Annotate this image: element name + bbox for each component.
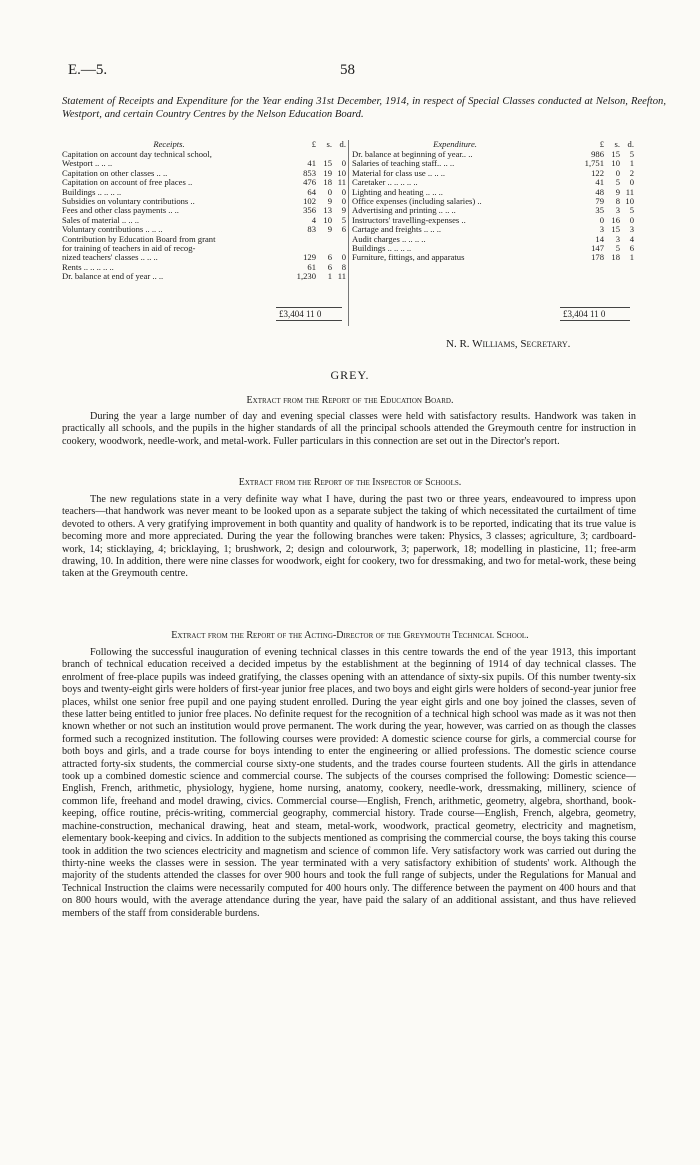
expenditure-pounds: 48 bbox=[595, 186, 604, 197]
receipts-item-label: Capitation on account day technical school, bbox=[62, 150, 212, 159]
statement-title: Statement of Receipts and Expenditure for the Year ending 31st December, 1914, in respect of Special Classes conducted at Nelson, Reefton, Westport, and certain Country Centres by the Nelson Education Board. bbox=[62, 96, 666, 120]
expenditure-total-underline bbox=[560, 320, 630, 321]
receipts-pence bbox=[332, 235, 346, 244]
receipts-pounds: 64 bbox=[307, 186, 316, 197]
receipts-row bbox=[62, 206, 346, 215]
expenditure-shillings: 15 bbox=[611, 149, 620, 159]
expenditure-total: £3,404 11 0 bbox=[563, 309, 606, 319]
expenditure-column bbox=[352, 140, 634, 263]
expenditure-total-rule bbox=[560, 307, 630, 308]
receipts-pounds: 41 bbox=[307, 158, 316, 169]
expenditure-item-label: Audit charges .. .. .. .. bbox=[352, 234, 426, 244]
extract-director-text: Following the successful inauguration of evening technical classes in this centre towards the end of the year 1913, this important branch of technical education received a decided impetus by the establishment at the beginning of 1914 of day technical classes. The enrolment of free-place pupils was indeed gratifying, the classes opening with an attendance of sixty-six pupils. Of this number twenty-six boys and twenty-eight girls were holders of first-year junior free places, and two boys and eight girls were holders of second-year junior free places, whilst one senior free pupil and one paying student enrolled. During the year eight girls and one boy joined the classes, seven of these latter being entitled to junior free places. No definite request for the recognition of a technical high school was made as it was not then known whether or not such an institution would prove permanent. The work during the year, however, was carried on as though the classes formed such a recognized institution. The following courses were provided: A domestic science course for girls, a commercial course for both boys and girls, and a trade course for boys intending to enter the engineering or allied professions. The domestic science course attracted forty-six students, the commercial course sixty-one students, and the trades course fourteen students. All the girls in attendance took up a combined domestic science and commercial course. The subjects of the courses comprised the following: Domestic science—English, French, arithmetic, physiology, hygiene, home nursing, anatomy, cookery, needle-work, dressmaking, millinery, science of common life, freehand and model drawing, civics. Commercial course—English, French, arithmetic, geometry, algebra, shorthand, book-keeping, office routine, précis-writing, commercial geography, commercial history. Trade course—English, French, algebra, geometry, machine-construction, mechanical drawing, heat and steam, metal-work, woodwork, practical geometry, electricity and magnetism, elementary book-keeping and civics. In addition to the subjects mentioned as comprising the commercial course, the boys taking this course took in addition the two sciences electricity and magnetism and science of common life. Very satisfactory work was carried out during the thirty-nine weeks the classes were in session. The year terminated with a very satisfactory exhibition of students' work. Although the majority of the students attended the classes for over 900 hours and took the full range of subjects, under the Regulations for Manual and Technical Instruction the claims were necessarily computed for 400 hours only. The difference between the payment on 400 hours and that on 800 hours would, with the average attendance during the year, have paid the salary of an additional assistant, and thus have relieved members of the staff from considerable burdens. bbox=[62, 647, 636, 919]
expenditure-shillings: 8 bbox=[615, 195, 620, 206]
receipts-pence: 11 bbox=[337, 177, 346, 188]
receipts-pence: 0 bbox=[341, 158, 346, 169]
receipts-pounds: 1,230 bbox=[296, 271, 316, 282]
expenditure-row bbox=[352, 216, 634, 225]
expenditure-shillings: 15 bbox=[611, 224, 620, 235]
receipts-item-label: Capitation on other classes .. .. bbox=[62, 168, 168, 178]
receipts-row bbox=[62, 253, 346, 262]
expenditure-heading: Expenditure. bbox=[433, 139, 477, 149]
receipts-item-label: Rents .. .. .. .. .. bbox=[62, 262, 114, 272]
expenditure-pence: 5 bbox=[629, 205, 634, 216]
receipts-shillings: 6 bbox=[327, 261, 332, 272]
receipts-pence: 5 bbox=[341, 214, 346, 225]
expenditure-pence: 0 bbox=[629, 177, 634, 188]
expenditure-item-label: Buildings .. .. .. .. bbox=[352, 243, 412, 253]
receipts-shillings: 10 bbox=[323, 214, 332, 225]
expenditure-shillings: 5 bbox=[615, 242, 620, 253]
receipts-item-label: Fees and other class payments .. .. bbox=[62, 206, 179, 216]
expenditure-pence: 3 bbox=[629, 224, 634, 235]
expenditure-item-label: Office expenses (including salaries) .. bbox=[352, 196, 482, 206]
expenditure-unit-pounds: £ bbox=[599, 139, 604, 149]
expenditure-pounds: 79 bbox=[595, 195, 604, 206]
receipts-pence: 0 bbox=[341, 186, 346, 197]
expenditure-pounds: 41 bbox=[595, 177, 604, 188]
expenditure-row bbox=[352, 225, 634, 234]
expenditure-shillings: 5 bbox=[615, 177, 620, 188]
expenditure-item-label: Advertising and printing .. .. .. bbox=[352, 206, 456, 216]
expenditure-item-label: Cartage and freights .. .. .. bbox=[352, 225, 442, 235]
receipts-shillings: 9 bbox=[327, 195, 332, 206]
expenditure-pounds: 35 bbox=[595, 205, 604, 216]
receipts-pounds bbox=[278, 235, 316, 244]
expenditure-shillings: 16 bbox=[611, 214, 620, 225]
extract-inspector-heading: Extract from the Report of the Inspector of Schools. bbox=[238, 477, 462, 488]
extract-inspector-text: The new regulations state in a very definite way what I have, during the past two or three years, endeavoured to impress upon teachers—that handwork was never meant to be looked upon as a separate subject the taking of which necessitated the curtailment of time devoted to others. A very gratifying improvement in both quantity and quality of handwork is to be reported, indicating that its true value is becoming more and more appreciated. During the year the following branches were taken: Physics, 3 classes; agriculture, 3; cardboard-work, 14; sticklaying, 4; bricklaying, 1; brushwork, 2; design and colourwork, 3; paperwork, 18; modelling in plasticine, 11; free-arm drawing, 10. In addition, there were nine classes for woodwork, eight for cookery, two for dressmaking, and two for metal-work, these being taken at the Greymouth centre. bbox=[62, 494, 636, 580]
expenditure-row bbox=[352, 197, 634, 206]
expenditure-item-label: Caretaker .. .. .. .. .. bbox=[352, 178, 418, 188]
receipts-pence: 11 bbox=[337, 271, 346, 282]
receipts-item-label: for training of teachers in aid of recog- bbox=[62, 243, 196, 253]
receipts-shillings: 18 bbox=[323, 177, 332, 188]
expenditure-row bbox=[352, 253, 634, 262]
receipts-pounds: 4 bbox=[311, 214, 316, 225]
receipts-item-label: Sales of material .. .. .. bbox=[62, 215, 140, 225]
expenditure-row bbox=[352, 169, 634, 178]
receipts-row bbox=[62, 272, 346, 281]
receipts-pence: 8 bbox=[341, 261, 346, 272]
expenditure-item-label: Furniture, fittings, and apparatus bbox=[352, 253, 465, 263]
expenditure-pence: 2 bbox=[629, 167, 634, 178]
page-number: 58 bbox=[340, 62, 355, 78]
expenditure-pounds: 3 bbox=[599, 224, 604, 235]
expenditure-pence: 1 bbox=[629, 158, 634, 169]
expenditure-pounds: 0 bbox=[599, 214, 604, 225]
receipts-shillings: 13 bbox=[323, 205, 332, 216]
extract-board-text: During the year a large number of day and evening special classes were held with satisfactory results. Handwork was taken in practically all schools, and the pupils in the higher standards of all the principal schools attended the Greymouth centre for instruction in cookery, woodwork, needle-work, and metal-work. Fuller particulars in this connection are set out in the Director's report. bbox=[62, 411, 636, 447]
expenditure-pence: 11 bbox=[625, 186, 634, 197]
extract-director-heading: Extract from the Report of the Acting-Director of the Greymouth Technical School. bbox=[171, 630, 529, 641]
receipts-unit-pence: d. bbox=[339, 139, 346, 149]
receipts-pounds: 853 bbox=[303, 167, 316, 178]
expenditure-pounds: 986 bbox=[591, 149, 604, 159]
expenditure-pounds: 147 bbox=[591, 242, 604, 253]
expenditure-shillings: 3 bbox=[615, 233, 620, 244]
receipts-shillings: 1 bbox=[327, 271, 332, 282]
column-divider bbox=[348, 140, 349, 326]
expenditure-unit-pence: d. bbox=[627, 139, 634, 149]
expenditure-pounds: 1,751 bbox=[584, 158, 604, 169]
receipts-pence: 6 bbox=[341, 224, 346, 235]
receipts-pounds: 83 bbox=[307, 224, 316, 235]
receipts-row bbox=[62, 216, 346, 225]
receipts-shillings bbox=[316, 235, 332, 244]
receipts-pounds: 129 bbox=[303, 252, 316, 263]
receipts-pence: 10 bbox=[337, 167, 346, 178]
receipts-pounds: 476 bbox=[303, 177, 316, 188]
expenditure-pence: 4 bbox=[629, 233, 634, 244]
receipts-shillings: 15 bbox=[323, 158, 332, 169]
receipts-item-label: Westport .. .. .. bbox=[62, 159, 113, 169]
expenditure-item-label: Dr. balance at beginning of year.. .. bbox=[352, 150, 473, 159]
receipts-unit-pounds: £ bbox=[311, 139, 316, 149]
receipts-item-label: Subsidies on voluntary contributions .. bbox=[62, 196, 195, 206]
expenditure-pounds: 178 bbox=[591, 252, 604, 263]
expenditure-shillings: 0 bbox=[615, 167, 620, 178]
receipts-pence: 9 bbox=[341, 205, 346, 216]
report-code: E.—5. bbox=[68, 62, 108, 78]
receipts-item-label: nized teachers' classes .. .. .. bbox=[62, 253, 158, 263]
receipts-row bbox=[62, 235, 346, 244]
expenditure-pounds: 14 bbox=[595, 233, 604, 244]
receipts-pence: 0 bbox=[341, 252, 346, 263]
receipts-item-label: Voluntary contributions .. .. .. bbox=[62, 225, 163, 235]
receipts-pounds: 61 bbox=[307, 261, 316, 272]
receipts-shillings: 0 bbox=[327, 186, 332, 197]
receipts-row bbox=[62, 225, 346, 234]
extract-board-heading: Extract from the Report of the Education Board. bbox=[246, 395, 454, 406]
expenditure-pence: 5 bbox=[629, 149, 634, 159]
expenditure-pence: 1 bbox=[629, 252, 634, 263]
receipts-unit-shillings: s. bbox=[326, 139, 332, 149]
receipts-total-underline bbox=[276, 320, 342, 321]
section-title-grey: GREY. bbox=[330, 368, 370, 382]
receipts-item-label: Capitation on account of free places .. bbox=[62, 178, 193, 188]
receipts-row bbox=[62, 150, 346, 159]
receipts-item-label: Dr. balance at end of year .. .. bbox=[62, 272, 164, 282]
expenditure-pence: 10 bbox=[625, 195, 634, 206]
receipts-column bbox=[62, 140, 346, 281]
receipts-row bbox=[62, 178, 346, 187]
receipts-item-label: Contribution by Education Board from grant bbox=[62, 234, 216, 244]
receipts-shillings: 9 bbox=[327, 224, 332, 235]
expenditure-item-label: Instructors' travelling-expenses .. bbox=[352, 215, 466, 225]
page-header bbox=[40, 62, 660, 82]
receipts-total-rule bbox=[276, 307, 342, 308]
expenditure-item-label: Material for class use .. .. .. bbox=[352, 168, 446, 178]
expenditure-item-label: Salaries of teaching staff.. .. .. bbox=[352, 159, 455, 169]
expenditure-pounds: 122 bbox=[591, 167, 604, 178]
expenditure-shillings: 9 bbox=[615, 186, 620, 197]
receipts-shillings: 19 bbox=[323, 167, 332, 178]
receipts-shillings: 6 bbox=[327, 252, 332, 263]
expenditure-row bbox=[352, 178, 634, 187]
expenditure-row bbox=[352, 188, 634, 197]
expenditure-shillings: 10 bbox=[611, 158, 620, 169]
expenditure-pence: 0 bbox=[629, 214, 634, 225]
expenditure-unit-shillings: s. bbox=[614, 139, 620, 149]
receipts-pounds: 102 bbox=[303, 195, 316, 206]
expenditure-shillings: 18 bbox=[611, 252, 620, 263]
expenditure-pence: 6 bbox=[629, 242, 634, 253]
receipts-item-label: Buildings .. .. .. .. bbox=[62, 187, 122, 197]
expenditure-item-label: Lighting and heating .. .. .. bbox=[352, 187, 443, 197]
secretary-signature: N. R. Williams, Secretary. bbox=[446, 338, 571, 350]
expenditure-row bbox=[352, 206, 634, 215]
receipts-total: £3,404 11 0 bbox=[279, 309, 322, 319]
receipts-pounds: 356 bbox=[303, 205, 316, 216]
expenditure-shillings: 3 bbox=[615, 205, 620, 216]
receipts-pence: 0 bbox=[341, 195, 346, 206]
receipts-heading: Receipts. bbox=[153, 139, 185, 149]
